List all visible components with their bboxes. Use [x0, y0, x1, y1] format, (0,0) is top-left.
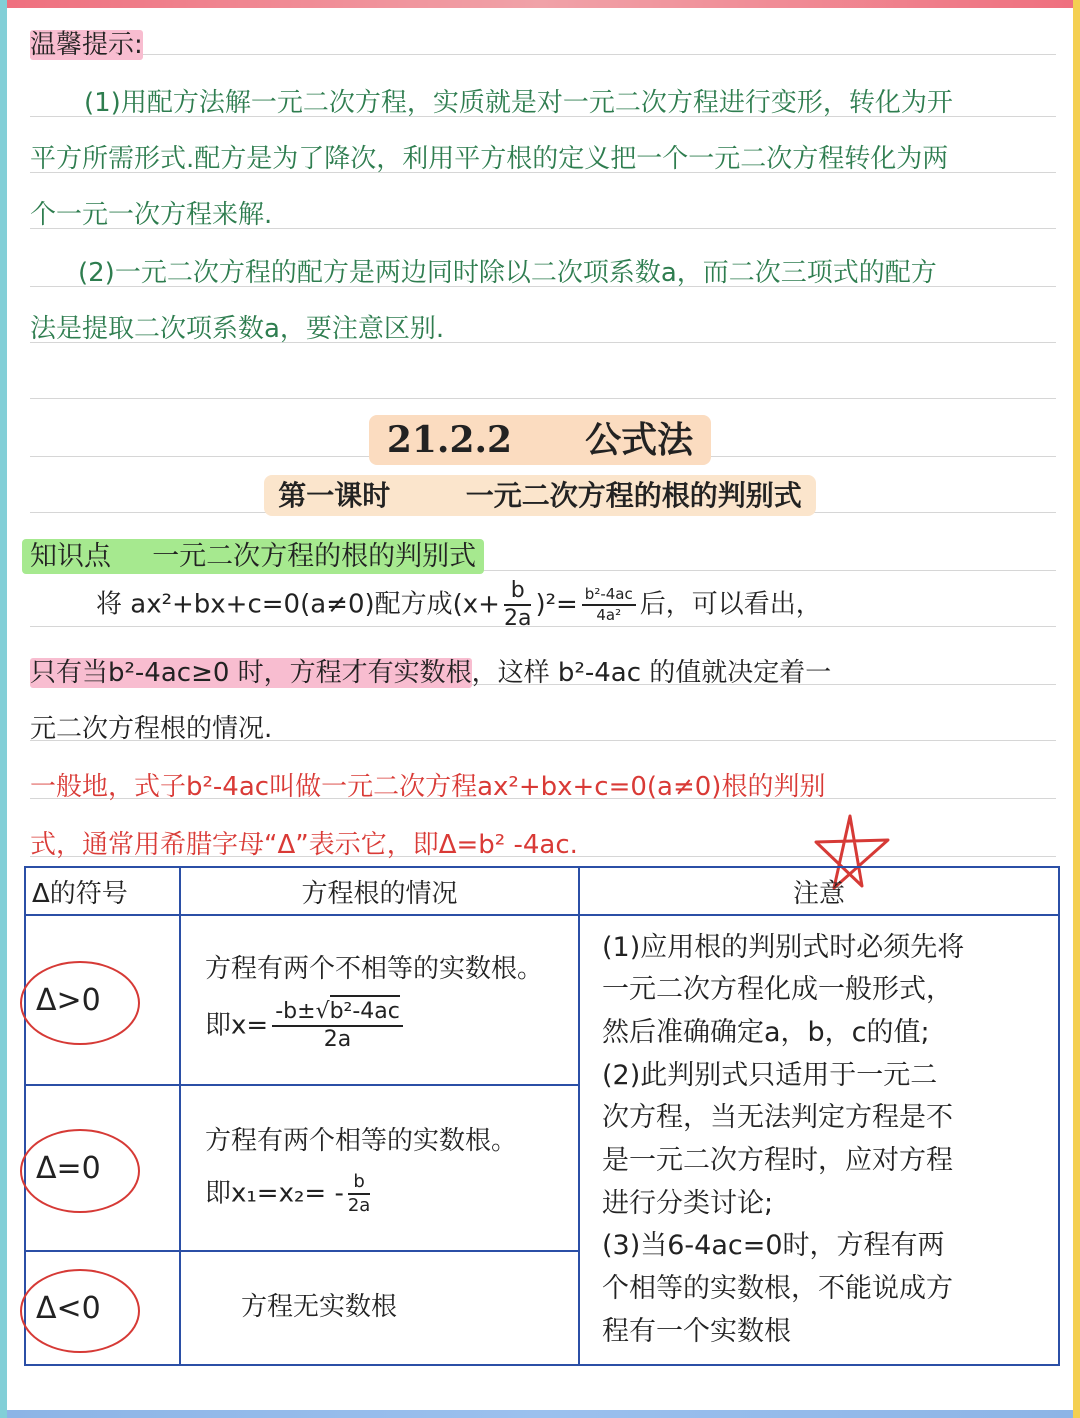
page-border-top: [0, 0, 1080, 8]
section-heading: [0, 412, 1080, 463]
tip-p2-line1: (2)一元二次方程的配方是两边同时除以二次项系数a，而二次三项式的配方: [78, 258, 937, 288]
fraction-b-over-2a: $\frac{b}{2a}$: [503, 578, 532, 631]
lesson-title: 一元二次方程的根的判别式: [465, 479, 802, 512]
circle-mark: [20, 1269, 140, 1353]
root-formula: 即x₁=x₂= - $\frac{b}{2a}$: [205, 1170, 371, 1216]
header-roots: 方程根的情况: [180, 867, 579, 915]
notes-text: (1)应用根的判别式时必须先将 一元二次方程化成一般形式， 然后准确确定a，b，c的值; (2)此判别式只适用于一元二 次方程，当无法判定方程是不 是一元二次方程时，应对方程 进行分类讨论; (3)当6-4ac=0时，方程有两 个相等的实数根，不能说成方 程有一个实数根: [602, 931, 965, 1347]
lesson-number: 第一课时: [278, 479, 391, 512]
knowledge-line3: 元二次方程根的情况.: [30, 714, 273, 744]
table-header-row: [25, 867, 1059, 915]
discriminant-table: [24, 866, 1060, 1366]
knowledge-line1: 将 ax²+bx+c=0(a≠0)配方成(x+ $\frac{b}{2a}$ )²= $\frac{\text{b²-4ac}}{\text{4a²}}$ 后，可以看出，: [96, 578, 822, 631]
roots-desc: 方程无实数根: [241, 1292, 398, 1323]
table-row: [25, 915, 1059, 1085]
definition-line2: 式，通常用希腊字母“Δ”表示它，即Δ=b² -4ac.: [30, 830, 578, 860]
header-notes: 注意: [579, 867, 1059, 915]
circle-mark: [20, 961, 140, 1045]
section-title: 公式法: [585, 419, 694, 461]
section-number: 21.2.2: [386, 419, 513, 461]
page-border-left: [0, 0, 7, 1418]
page-border-right: [1073, 0, 1080, 1418]
page-border-bottom: [0, 1410, 1080, 1418]
definition-line1: 一般地，式子b²-4ac叫做一元二次方程ax²+bx+c=0(a≠0)根的判别: [30, 772, 826, 802]
tip-label: 温馨提示:: [30, 30, 143, 60]
tip-p1-line1: (1)用配方法解一元二次方程，实质就是对一元二次方程进行变形，转化为开: [84, 88, 953, 118]
roots-desc: 方程有两个不相等的实数根。: [205, 954, 544, 985]
fraction-discriminant-over-4a2: $\frac{\text{b²-4ac}}{\text{4a²}}$: [582, 587, 636, 623]
lesson-heading: [0, 474, 1080, 514]
tip-p1-line3: 个一元一次方程来解.: [30, 200, 273, 230]
tip-p1-line2: 平方所需形式.配方是为了降次，利用平方根的定义把一个一元二次方程转化为两: [30, 144, 949, 174]
root-formula: 即x= $\frac{\text{-b±√b²-4ac}}{2a}$: [205, 1001, 578, 1051]
circle-mark: [20, 1129, 140, 1213]
knowledge-title: 一元二次方程的根的判别式: [152, 541, 477, 572]
header-sign: Δ的符号: [25, 867, 180, 915]
knowledge-label: 知识点: [30, 541, 111, 572]
sign-negative: Δ<0: [26, 1291, 179, 1326]
sign-zero: Δ=0: [26, 1151, 179, 1186]
condition-highlight: 只有当b²-4ac≥0 时，方程才有实数根: [30, 658, 472, 688]
tip-p2-line2: 法是提取二次项系数a，要注意区别.: [30, 314, 445, 344]
knowledge-heading: [22, 534, 484, 573]
knowledge-line2: 只有当b²-4ac≥0 时，方程才有实数根，这样 b²-4ac 的值就决定着一: [30, 658, 832, 688]
roots-desc: 方程有两个相等的实数根。: [205, 1126, 518, 1157]
sign-positive: Δ>0: [26, 983, 179, 1018]
